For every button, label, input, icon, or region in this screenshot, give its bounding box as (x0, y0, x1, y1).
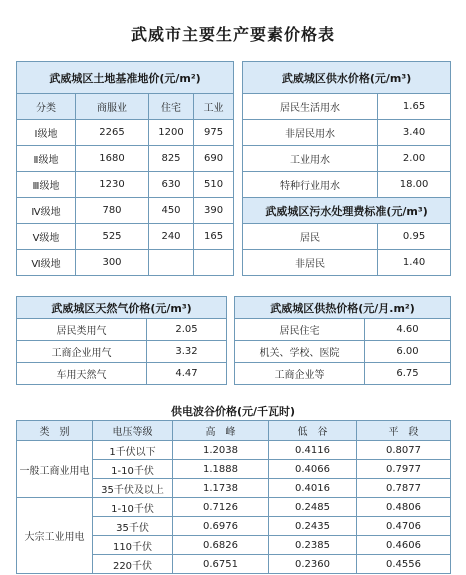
spacer (227, 341, 235, 363)
land-cell: 240 (149, 224, 194, 250)
land-cell: 780 (76, 198, 149, 224)
land-water-table (16, 61, 451, 276)
spacer (234, 198, 243, 224)
power-flat: 0.4706 (357, 517, 451, 536)
land-cell: 630 (149, 172, 194, 198)
gas-label: 车用天然气 (17, 363, 147, 385)
land-cell: 1200 (149, 120, 194, 146)
gas-price-heading: 武威城区天然气价格(元/m³) (17, 297, 227, 319)
land-price-heading: 武威城区土地基准地价(元/m²) (17, 62, 234, 94)
land-cell: 510 (194, 172, 234, 198)
water-label: 非居民用水 (243, 120, 378, 146)
land-cell: 975 (194, 120, 234, 146)
spacer (234, 120, 243, 146)
power-voltage: 220千伏 (93, 555, 173, 574)
land-cell: 300 (76, 250, 149, 276)
heat-label: 机关、学校、医院 (235, 341, 365, 363)
power-valley: 0.2360 (269, 555, 357, 574)
land-grade: Ⅰ级地 (17, 120, 76, 146)
gas-value: 3.32 (147, 341, 227, 363)
water-label: 居民生活用水 (243, 94, 378, 120)
spacer (234, 94, 243, 120)
heat-label: 居民住宅 (235, 319, 365, 341)
land-cell: 525 (76, 224, 149, 250)
heat-label: 工商企业等 (235, 363, 365, 385)
power-voltage: 1千伏以下 (93, 441, 173, 460)
page-title: 武威市主要生产要素价格表 (130, 25, 335, 44)
spacer (234, 250, 243, 276)
water-value: 2.00 (378, 146, 451, 172)
power-valley: 0.4066 (269, 460, 357, 479)
spacer (234, 172, 243, 198)
power-valley: 0.2435 (269, 517, 357, 536)
land-grade: Ⅴ级地 (17, 224, 76, 250)
land-col-header: 分类 (17, 94, 76, 120)
land-grade: Ⅳ级地 (17, 198, 76, 224)
power-price-table (16, 420, 451, 574)
power-voltage: 1-10千伏 (93, 498, 173, 517)
heat-value: 6.00 (365, 341, 451, 363)
land-cell: 1680 (76, 146, 149, 172)
power-voltage: 35千伏及以上 (93, 479, 173, 498)
land-cell (194, 250, 234, 276)
sewage-value: 0.95 (378, 224, 451, 250)
power-valley: 0.4116 (269, 441, 357, 460)
land-cell: 2265 (76, 120, 149, 146)
power-peak: 1.1738 (173, 479, 269, 498)
heat-price-heading: 武威城区供热价格(元/月.m²) (235, 297, 451, 319)
land-grade: Ⅵ级地 (17, 250, 76, 276)
power-voltage: 35千伏 (93, 517, 173, 536)
land-cell: 450 (149, 198, 194, 224)
spacer (227, 319, 235, 341)
spacer (227, 363, 235, 385)
power-category: 大宗工业用电 (17, 498, 93, 574)
heat-value: 4.60 (365, 319, 451, 341)
heat-value: 6.75 (365, 363, 451, 385)
gas-label: 居民类用气 (17, 319, 147, 341)
sewage-label: 非居民 (243, 250, 378, 276)
land-col-header: 住宅 (149, 94, 194, 120)
spacer (234, 62, 243, 94)
power-flat: 0.7877 (357, 479, 451, 498)
power-col-header: 低 谷 (269, 421, 357, 441)
power-valley: 0.2485 (269, 498, 357, 517)
power-peak: 1.1888 (173, 460, 269, 479)
water-value: 1.65 (378, 94, 451, 120)
land-cell: 825 (149, 146, 194, 172)
land-cell: 390 (194, 198, 234, 224)
gas-heat-table (16, 296, 451, 385)
sewage-value: 1.40 (378, 250, 451, 276)
power-col-header: 高 峰 (173, 421, 269, 441)
power-price-heading: 供电波谷价格(元/千瓦时) (170, 405, 296, 418)
land-grade: Ⅱ级地 (17, 146, 76, 172)
power-col-header: 电压等级 (93, 421, 173, 441)
power-voltage: 110千伏 (93, 536, 173, 555)
power-peak: 0.6826 (173, 536, 269, 555)
water-value: 18.00 (378, 172, 451, 198)
water-label: 特种行业用水 (243, 172, 378, 198)
power-col-header: 平 段 (357, 421, 451, 441)
power-col-header: 类 别 (17, 421, 93, 441)
power-voltage: 1-10千伏 (93, 460, 173, 479)
land-grade: Ⅲ级地 (17, 172, 76, 198)
gas-value: 4.47 (147, 363, 227, 385)
land-cell: 690 (194, 146, 234, 172)
gas-label: 工商企业用气 (17, 341, 147, 363)
power-category: 一般工商业用电 (17, 441, 93, 498)
land-col-header: 商服业 (76, 94, 149, 120)
land-cell: 165 (194, 224, 234, 250)
spacer (227, 297, 235, 319)
water-price-heading: 武威城区供水价格(元/m³) (243, 62, 451, 94)
power-peak: 0.6976 (173, 517, 269, 536)
power-flat: 0.4806 (357, 498, 451, 517)
sewage-label: 居民 (243, 224, 378, 250)
power-valley: 0.4016 (269, 479, 357, 498)
sewage-heading: 武威城区污水处理费标准(元/m³) (243, 198, 451, 224)
land-cell: 1230 (76, 172, 149, 198)
water-label: 工业用水 (243, 146, 378, 172)
power-peak: 1.2038 (173, 441, 269, 460)
water-value: 3.40 (378, 120, 451, 146)
power-flat: 0.8077 (357, 441, 451, 460)
gas-value: 2.05 (147, 319, 227, 341)
spacer (234, 146, 243, 172)
land-cell (149, 250, 194, 276)
power-peak: 0.7126 (173, 498, 269, 517)
power-flat: 0.4556 (357, 555, 451, 574)
power-flat: 0.7977 (357, 460, 451, 479)
power-valley: 0.2385 (269, 536, 357, 555)
power-flat: 0.4606 (357, 536, 451, 555)
power-peak: 0.6751 (173, 555, 269, 574)
land-col-header: 工业 (194, 94, 234, 120)
spacer (234, 224, 243, 250)
